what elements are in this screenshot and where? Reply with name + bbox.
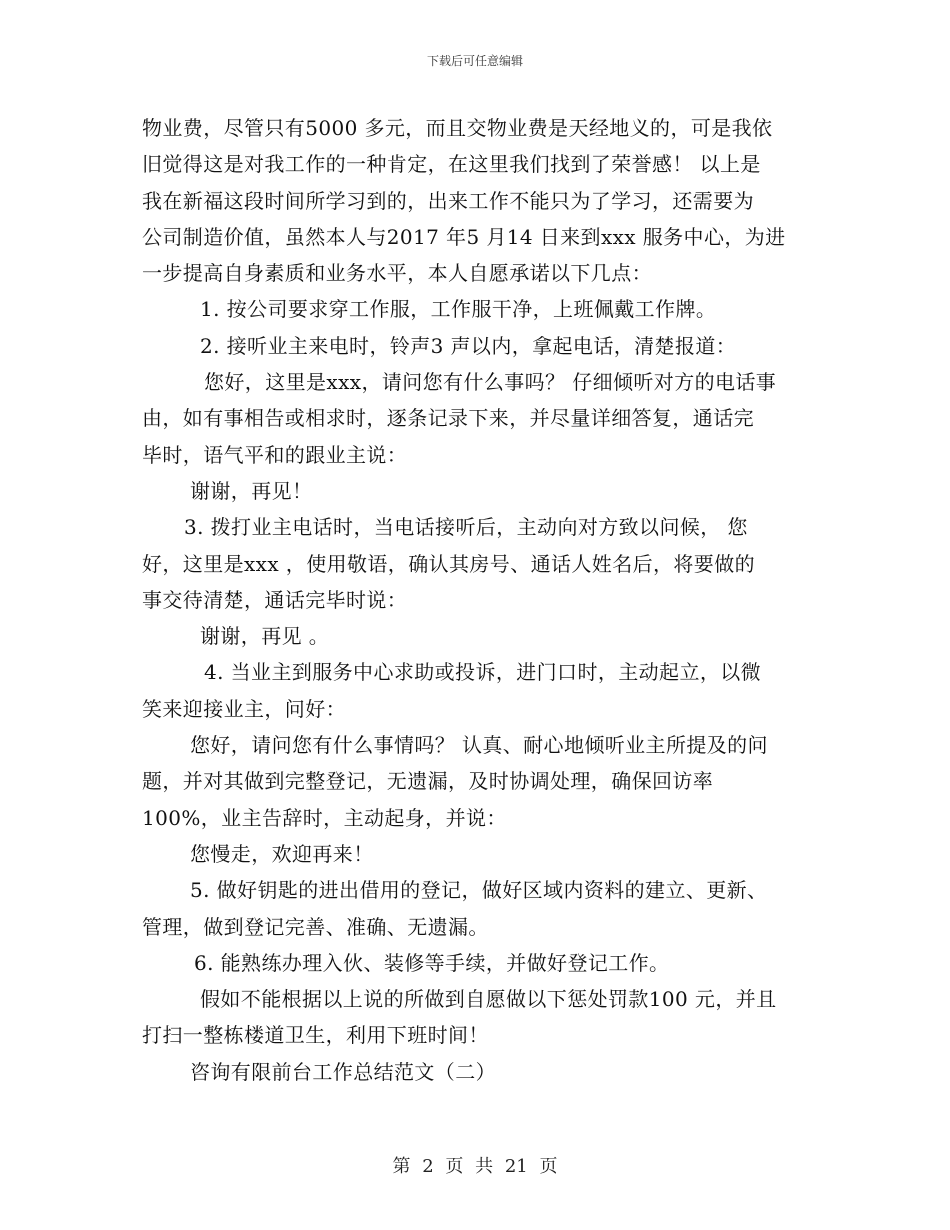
text-line: 管理，做到登记完善、准确、无遗漏。 bbox=[142, 914, 489, 939]
text-line: 物业费，尽管只有5000 多元，而且交物业费是天经地义的，可是我依 bbox=[142, 116, 773, 140]
list-item-6: 6. 能熟练办理入伙、装修等手续，并做好登记工作。 bbox=[194, 950, 670, 975]
list-item-3: 3. 拨打业主电话时，当电话接听后，主动向对方致以问候， 您 bbox=[184, 515, 748, 540]
text-line: 打扫一整栋楼道卫生，利用下班时间！ bbox=[142, 1023, 489, 1048]
document-body bbox=[142, 110, 812, 1090]
text-line: 旧觉得这是对我工作的一种肯定，在这里我们找到了荣誉感！ 以上是 bbox=[142, 152, 761, 177]
text-line: 100%，业主告辞时，主动起身，并说： bbox=[142, 805, 507, 830]
text-line: 由，如有事相告或相求时，逐条记录下来，并尽量详细答复，通话完 bbox=[142, 406, 754, 431]
list-item-2: 2. 接听业主来电时，铃声3 声以内，拿起电话，清楚报道： bbox=[200, 333, 737, 358]
text-line: 谢谢，再见！ bbox=[190, 478, 313, 503]
section-heading: 咨询有限前台工作总结范文（二） bbox=[190, 1059, 496, 1084]
list-item-4: 4. 当业主到服务中心求助或投诉，进门口时，主动起立，以微 bbox=[204, 660, 762, 685]
text-line: 我在新福这段时间所学习到的，出来工作不能只为了学习，还需要为 bbox=[142, 188, 754, 213]
text-line: 笑来迎接业主，问好： bbox=[142, 696, 346, 721]
text-line: 您好，请问您有什么事情吗？ 认真、耐心地倾听业主所提及的问 bbox=[190, 733, 768, 758]
text-line: 好，这里是xxx ，使用敬语，确认其房号、通话人姓名后，将要做的 bbox=[142, 551, 755, 576]
text-line: 毕时，语气平和的跟业主说： bbox=[142, 442, 408, 467]
text-line: 事交待清楚，通话完毕时说： bbox=[142, 587, 408, 612]
text-line: 您好，这里是xxx，请问您有什么事吗？ 仔细倾听对方的电话事 bbox=[204, 370, 777, 395]
text-line: 题，并对其做到完整登记，无遗漏，及时协调处理，确保回访率 bbox=[142, 769, 714, 794]
list-item-5: 5. 做好钥匙的进出借用的登记，做好区域内资料的建立、更新、 bbox=[190, 878, 768, 903]
text-line: 谢谢，再见 。 bbox=[200, 624, 330, 649]
list-item-1: 1. 按公司要求穿工作服，工作服干净，上班佩戴工作牌。 bbox=[200, 297, 717, 322]
text-line: 您慢走，欢迎再来！ bbox=[190, 841, 374, 866]
text-line: 一步提高自身素质和业务水平，本人自愿承诺以下几点： bbox=[142, 261, 652, 286]
page-header: 下载后可任意编辑 bbox=[426, 54, 523, 68]
page-footer: 第 2 页 共 21 页 bbox=[392, 1156, 558, 1177]
text-line: 假如不能根据以上说的所做到自愿做以下惩处罚款100 元，并且 bbox=[200, 987, 777, 1012]
text-line: 公司制造价值，虽然本人与2017 年5 月14 日来到xxx 服务中心，为进 bbox=[142, 224, 786, 249]
